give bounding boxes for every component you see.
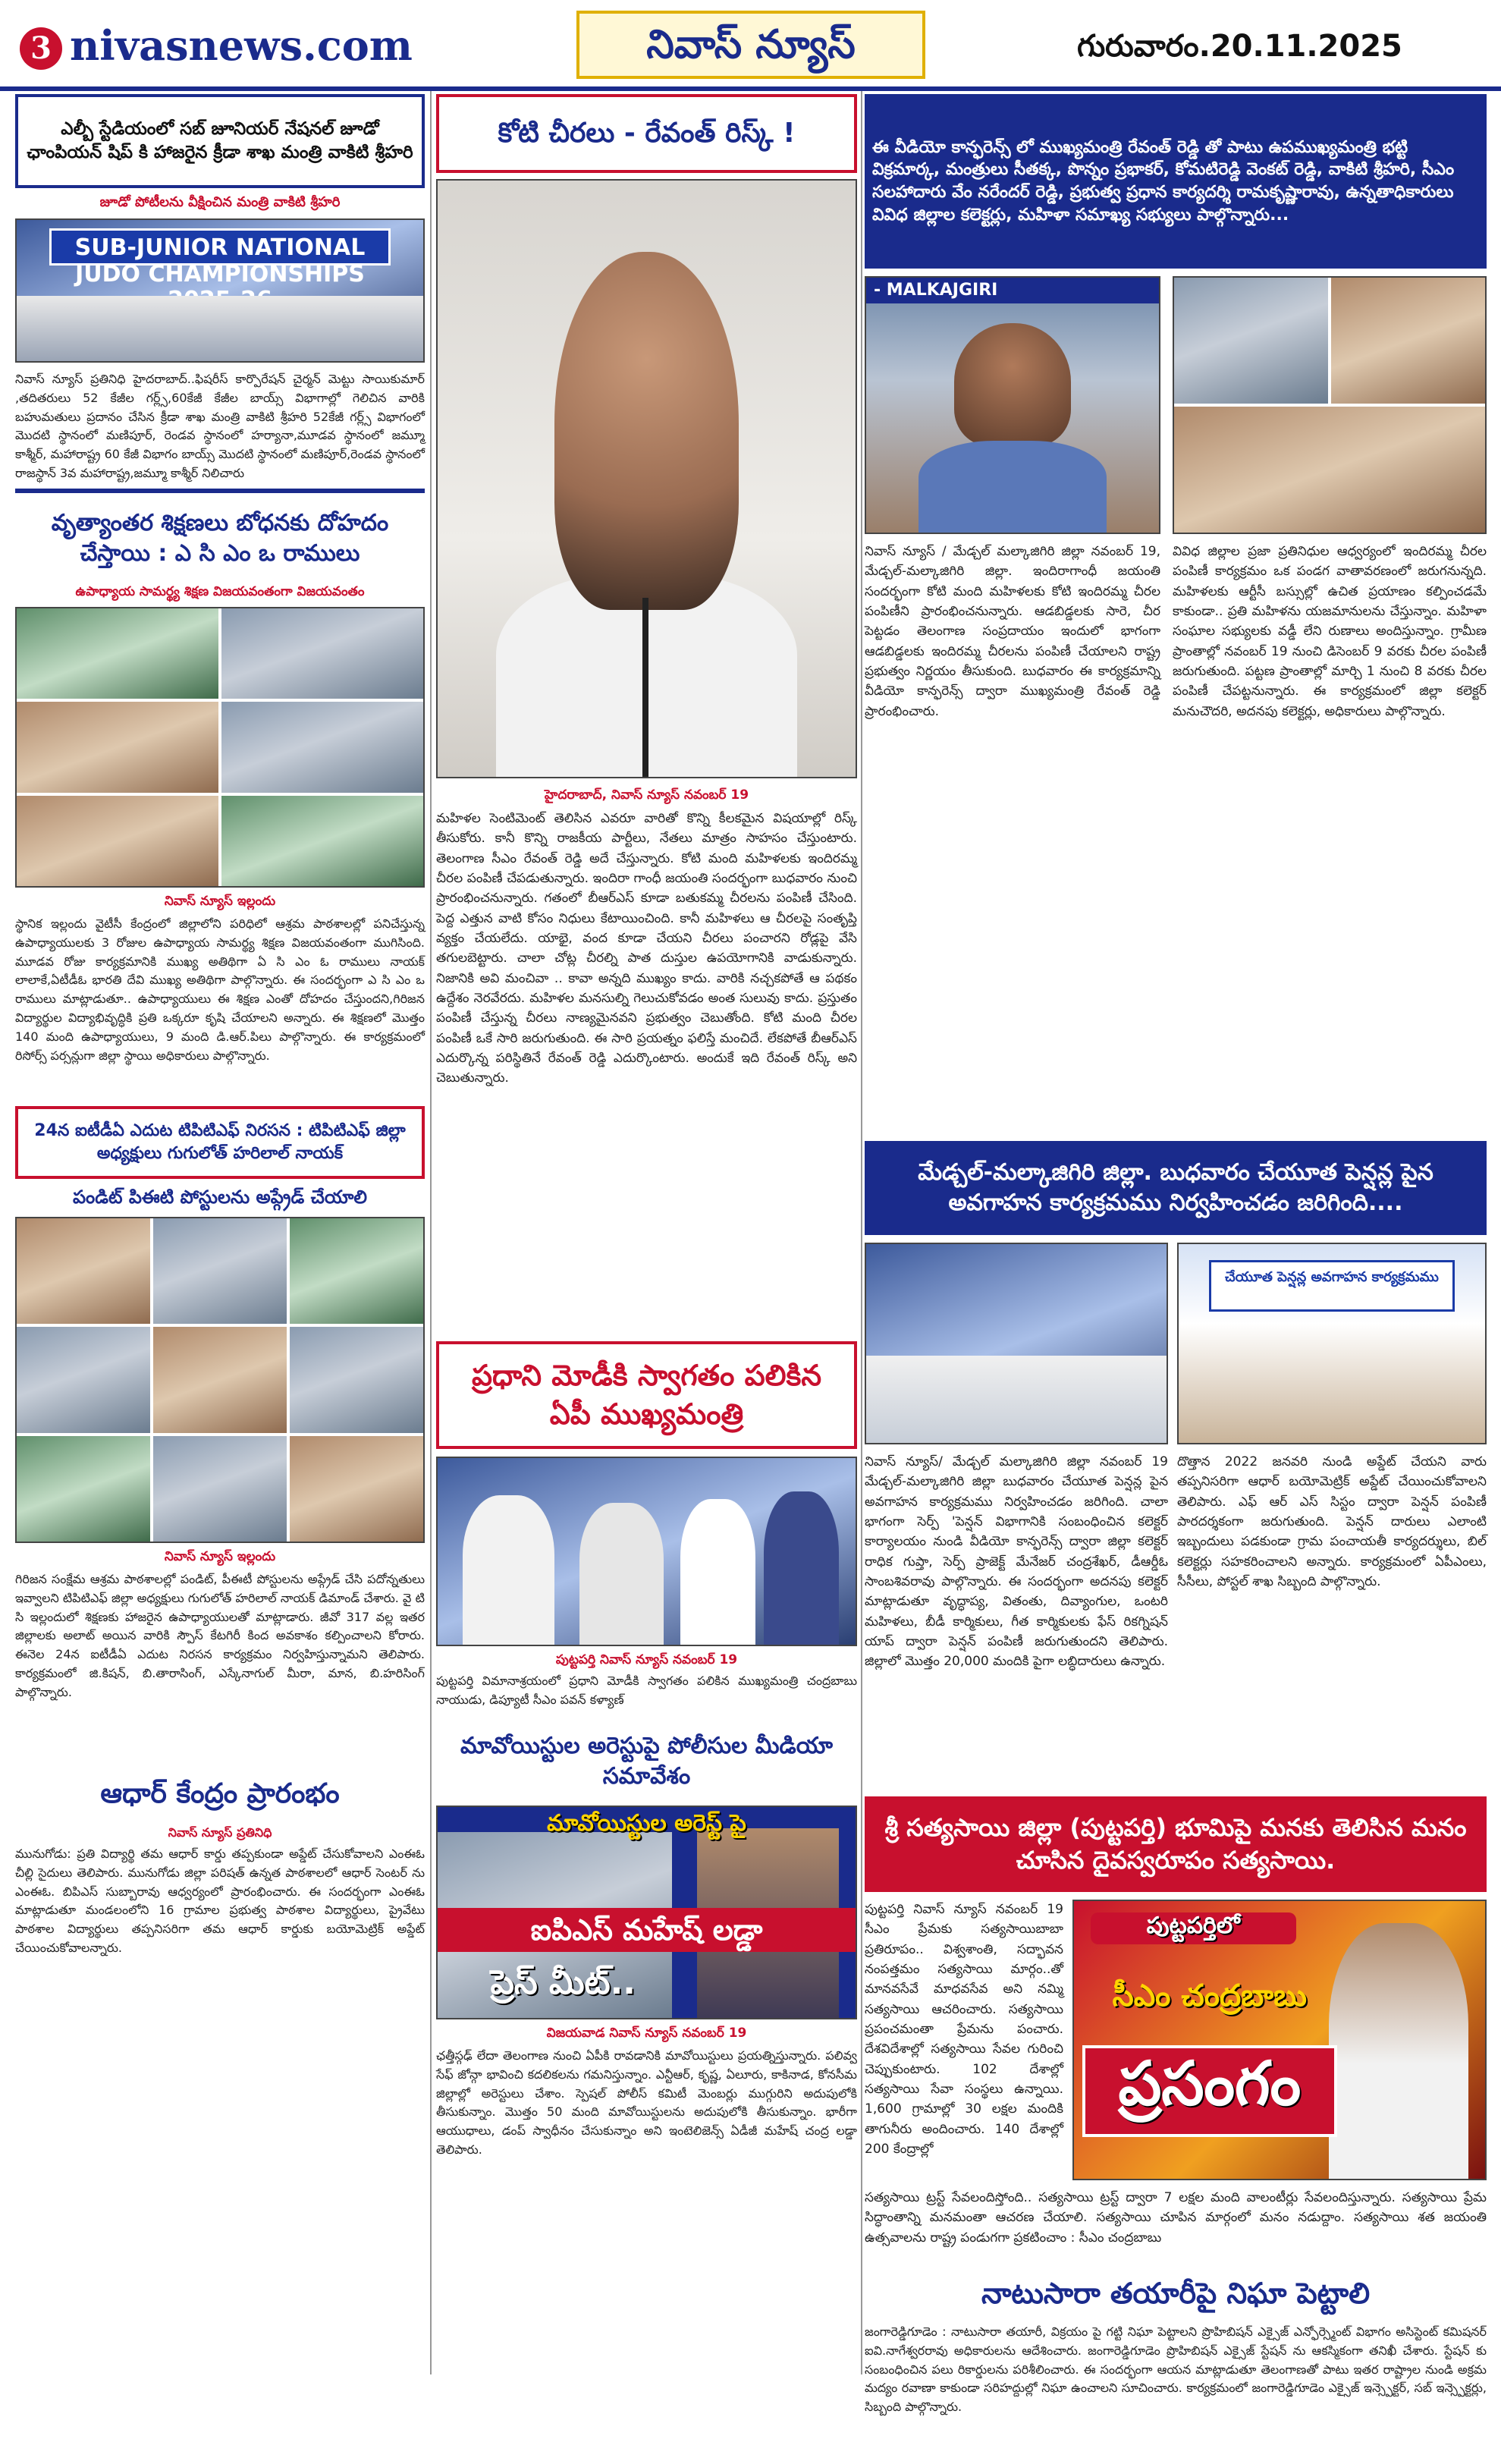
story-maoist-dateline: విజయవాడ నివాస్ న్యూస్ నవంబర్ 19 xyxy=(546,2026,747,2041)
story-judo-headline[interactable]: ఎల్బీ స్టేడియంలో సబ్ జూనియర్ నేషనల్ జూడో ఛాంపియన్ షిప్ కి హాజరైన క్రీడా శాఖ మంత్రి వాకిటి శ్రీహరి xyxy=(15,94,425,188)
pension-stage-photo xyxy=(1177,1243,1487,1444)
maoist-overlay-top: మావోయిస్టుల అరెస్ట్ పై xyxy=(547,1810,746,1837)
judo-banner-line1: SUB-JUNIOR NATIONAL xyxy=(74,234,366,262)
story-pension-body-left: నివాస్ న్యూస్/ మేడ్చల్ మల్కాజిగిరి జిల్లా నవంబర్ 19 మేడ్చల్-మల్కాజిగిరి జిల్లా బుధవారం చేయూత పెన్షన్ల పైన అవగాహన కార్యక్రమము నిర్వహించడం జరిగింది. చాలా భాగంగా సెర్ప్ 'పెన్షన్ విభాగానికి సంబంధించిన కలెక్టర్ కార్యాలయం నుండి వీడియో కాన్ఫరెన్స్ ద్వారా జిల్లా కలెక్టర్ రాధిక గుప్తా, సెర్ప్ ప్రాజెక్ట్ మేనేజర్ చంద్రశేఖర్, డీఆర్డీఓ సాంబశివరావు పాల్గొన్నారు. ఈ సందర్భంగా అదనపు కలెక్టర్ మాట్లాడుతూ వృద్ధాప్య, వితంతు, దివ్యాంగుల, ఒంటరి మహిళలు, బీడీ కార్మికులు, గీత కార్మికులకు ఫేస్ రికగ్నిషన్ యాప్ ద్వారా పెన్షన్ పంపిణీ జరుగుతుందని తెలిపారు. జిల్లాలో మొత్తం 20,000 మందికి పైగా లబ్ధిదారులు ఉన్నారు. xyxy=(865,1454,1168,1670)
story-judo-body: నివాస్ న్యూస్ ప్రతినిధి హైదరాబాద్..ఫిషరీస్ కార్పొరేషన్ చైర్మన్ మెట్టు సాయికుమార్ ,తదితరులు 52 కేజీల గర్ల్స్,60కేజీ కేజీల బాయ్స్ విభాగాల్లో గెలిచిన వారికి బహుమతులు ప్రదానం చేసిన క్రీడా శాఖ మంత్రి వాకిటి శ్రీహరి 52కేజీ గర్ల్స్ విభాగంలో మొదటి స్థానంలో మణిపూర్, రెండవ స్థానంలో హర్యానా,మూడవ స్థానంలో జమ్మూ కాశ్మీర్, మహారాష్ట్ర 60 కేజీ విభాగం బాయ్స్ మొదటి స్థానంలో మణిపూర్,రెండవ స్థానంలో రాజస్థాన్ 3వ మహారాష్ట్ర,జమ్మూ కాశ్మీర్ నిలిచారు xyxy=(15,372,425,480)
tptf-photo xyxy=(290,1436,423,1542)
cm-overlay-bottom: ప్రసంగం xyxy=(1082,2045,1337,2137)
story-training-caption: నివాస్ న్యూస్ ఇల్లందు xyxy=(164,894,276,909)
tptf-photo xyxy=(17,1327,150,1432)
story-modi-body: పుట్టపర్తి విమానాశ్రయంలో ప్రధాని మోడీకి స్వాగతం పలికిన ముఖ్యమంత్రి చంద్రబాబు నాయుడు, డిప్యూటీ సీఎం పవన్ కళ్యాణ్ xyxy=(436,1674,857,1707)
story-tptf-headline[interactable]: 24న ఐటీడీఏ ఎదుట టిపిటిఎఫ్ నిరసన : టిపిటిఎఫ్ జిల్లా అధ్యక్షులు గుగులోత్ హరిలాల్ నాయక్ xyxy=(15,1106,425,1179)
story-aadhaar-subhead: నివాస్ న్యూస్ ప్రతినిధి xyxy=(168,1825,272,1840)
story-tptf-caption: నివాస్ న్యూస్ ఇల్లందు xyxy=(164,1549,276,1564)
story-maoist-headline[interactable]: మావోయిస్టుల అరెస్టుపై పోలీసుల మీడియా సమావేశం xyxy=(436,1724,857,1799)
tptf-photo xyxy=(290,1218,423,1324)
judo-banner xyxy=(49,228,391,288)
training-photo xyxy=(17,608,218,699)
column-middle xyxy=(436,91,857,2374)
site-name[interactable]: nivasnews.com xyxy=(70,21,413,70)
tptf-photo xyxy=(153,1436,287,1542)
modi-welcome-photo xyxy=(436,1457,857,1646)
conference-photo xyxy=(1174,407,1485,533)
microphone-icon xyxy=(642,598,648,777)
story-sarees-body-right: వివిధ జిల్లాల ప్రజా ప్రతినిధుల ఆధ్వర్యంలో ఇందిరమ్మ చీరల పంపిణీ కార్యక్రమం ఒక పండగ వాతావరణంలో జరుగనున్నది. మహిళలకు ఆర్టీసీ బస్సుల్లో ఉచిత ప్రయాణం కల్పించడమే కాకుండా.. ప్రతి మహిళను యజమానులను చేస్తున్నాం. మహిళా సంఘాల సభ్యులకు వడ్డీ లేని రుణాలు అందిస్తున్నాం. గ్రామీణ ప్రాంతాల్లో నవంబర్ 19 నుంచి డిసెంబర్ 9 వరకు చీరల పంపిణీ జరుగుతుంది. పట్టణ ప్రాంతాల్లో మార్చి 1 నుంచి 8 వరకు చీరల పంపిణీ చేపట్టనున్నారు. ఈ కార్యక్రమంలో జిల్లా కలెక్టర్ మనుచౌదరి, అదనపు కలెక్టర్లు, అధికారులు పాల్గొన్నారు. xyxy=(1173,544,1487,719)
story-tptf-subhead: పండిట్ పిఈటి పోస్టులను అప్గ్రేడ్ చేయాలి xyxy=(72,1186,368,1208)
judo-banner-line2: JUDO CHAMPIONSHIPS xyxy=(75,260,365,288)
tptf-photo xyxy=(17,1218,150,1324)
story-sarees-body-left: నివాస్ న్యూస్ / మేడ్చల్ మల్కాజిగిరి జిల్లా నవంబర్ 19, మేడ్చల్-మల్కాజిగిరి జిల్లా. ఇందిరాగాంధీ జయంతి సందర్భంగా కోటి మంది మహిళలకు కోటి ఇందిరమ్మ చీరల పంపిణీని ప్రారంభించనున్నారు. ఆడబిడ్డలకు సారె, చీర పెట్టడం తెలంగాణ సంప్రదాయం ఇందులో భాగంగా ఆడబిడ్డలకు ఇందిరమ్మ చీరలను పంపిణీ చేయాలని రాష్ట్ర ప్రభుత్వం నిర్ణయం తీసుకుంది. బుధవారం ఈ కార్యక్రమాన్ని వీడియో కాన్ఫరెన్స్ ద్వారా ముఖ్యమంత్రి రేవంత్ రెడ్డి ప్రారంభించారు. xyxy=(865,544,1160,719)
conference-photo xyxy=(1331,278,1485,404)
issue-date: గురువారం.20.11.2025 xyxy=(1077,29,1402,64)
story-judo-subhead: జూడో పోటీలను వీక్షించిన మంత్రి వాకిటి శ్రీహరి xyxy=(99,194,341,210)
maoist-overlay-mid: ఐపిఎస్ మహేష్ లడ్డా xyxy=(438,1908,856,1952)
column-right xyxy=(865,91,1487,2415)
maoist-press-photo xyxy=(436,1806,857,2019)
story-tptf-body: గిరిజన సంక్షేమ ఆశ్రమ పాఠశాలల్లో పండిట్, పీఈటీ పోస్టులను అప్గ్రేడ్ చేసి పదోన్నతులు ఇవ్వాలని టిపిటిఎఫ్ జిల్లా అధ్యక్షులు గుగులోత్ హరిలాల్ నాయక్ డిమాండ్ చేశారు. వై టి సి ఇల్లందులో శిక్షణకు హాజరైన ఉపాధ్యాయులతో మాట్లాడారు. జీవో 317 వల్ల ఇతర జిల్లాలకు అలాట్ అయిన వారికి స్పౌస్ కేటగిరీ కింద అవకాశం కల్పించాలని కోరారు. ఈనెల 24న ఐటీడీఏ ఎదుట నిరసన కార్యక్రమం నిర్వహిస్తున్నామని తెలిపారు. కార్యక్రమంలో జి.కిషన్, బి.తారాసింగ్, ఎస్కేనాగుల్ మీరా, మాన, బి.హరిసింగ్ పాల్గొన్నారు. xyxy=(15,1572,425,1699)
training-photo xyxy=(221,702,423,792)
story-sathyasai-body-bottom: సత్యసాయి ట్రస్ట్ సేవలందిస్తోంది.. సత్యసాయి ట్రస్ట్ ద్వారా 7 లక్షల మంది వాలంటీర్లు సేవలందిస్తున్నారు. సత్యసాయి ప్రేమ సిద్ధాంతాన్ని మనమంతా ఆచరణ చేయాలి. సత్యసాయి చూపిన మార్గంలో మనం నడుద్దాం. సత్యసాయి శత జయంతి ఉత్సవాలను రాష్ట్ర పండుగగా ప్రకటించాం : సీఎం చంద్రబాబు xyxy=(865,2190,1487,2246)
pension-stage-banner: చేయూత పెన్షన్ల అవగాహన కార్యక్రమము xyxy=(1209,1260,1454,1312)
video-conference-photo-grid xyxy=(1173,276,1487,534)
story-aadhaar-headline[interactable]: ఆధార్ కేంద్రం ప్రారంభం xyxy=(15,1768,425,1821)
training-photo xyxy=(17,702,218,792)
section-rule xyxy=(15,489,425,493)
story-modi-headline[interactable]: ప్రధాని మోడీకి స్వాగతం పలికిన ఏపీ ముఖ్యమంత్రి xyxy=(436,1341,857,1449)
lead-story-body: మహిళల సెంటిమెంట్ తెలిసిన ఎవరూ వారితో కొన్ని కీలకమైన విషయాల్లో రిస్క్ తీసుకోరు. కానీ కొన్ని రాజకీయ పార్టీలు, నేతలు మాత్రం సాహసం చేస్తుంటారు. తెలంగాణ సీఎం రేవంత్ రెడ్డి అదే చేస్తున్నారు. కోటి మంది మహిళలకు ఇందిరమ్మ చీరల పంపిణీ చేపడుతున్నారు. ఇందిరా గాంధీ జయంతి సందర్భంగా బుధవారం నుంచి ప్రారంభించనున్నారు. గతంలో బీఆర్ఎస్ కూడా బతుకమ్మ చీరలను పంపిణీ చేసింది. పెద్ద ఎత్తున వాటి కోసం నిధులు కేటాయించింది. కానీ మహిళలు ఆ చీరలపై సంతృప్తి వ్యక్తం చేయలేదు. యాభై, వంద కూడా చేయని చీరలు పంచారని రోడ్లపై వేసి తగులబెట్టారు. చాలా చోట్ల చీరల్ని పాత దుస్తుల ఉపయోగానికి వాడుకున్నారు. నిజానికి అవి మంచివా .. కావా అన్నది ముఖ్యం కాదు. వారికి నచ్చకపోతే ఆ పథకం ఉద్దేశం నెరవేరదు. మహిళల మనసుల్ని గెలుచుకోవడం అంత సులువు కాదు. ప్రస్తుతం పంపిణీ చేస్తున్న చీరలు నాణ్యమైనవని ప్రభుత్వం చెబుతోంది. కోటి మంది చీరల పంపిణీ ఒకే సారి జరుగుతుంది. ఈ సారి ప్రయత్నం ఫలిస్తే మంచిదే. లేకపోతే బీఆర్ఎస్ ఎదుర్కొన్న పరిస్థితినే రేవంత్ రెడ్డి ఎదుర్కొంటారు. అందుకే ఇది రేవంత్ రిస్క్ అని చెబుతున్నారు. xyxy=(436,811,857,1086)
story-pension-body-right: దొత్తాన 2022 జనవరి నుండి అప్డేట్ చేయని వారు తప్పనిసరిగా ఆధార్ బయోమెట్రిక్ అప్డేట్ చేయించుకోవాలని తెలిపారు. ఎఫ్ ఆర్ ఎస్ సిస్టం ద్వారా పెన్షన్ పంపిణీ పారదర్శకంగా జరుగుతుంది. పెన్షన్ దారులు ఎలాంటి ఇబ్బందులు పడకుండా గ్రామ పంచాయతీ కార్యదర్శులు, బిల్ కలెక్టర్లు సహకరించాలని అన్నారు. కార్యక్రమంలో ఏపీఎంలు, సీసీలు, పోస్టల్ శాఖ సిబ్బంది పాల్గొన్నారు. xyxy=(1177,1454,1487,1590)
tptf-photo xyxy=(290,1327,423,1432)
training-photo xyxy=(17,796,218,886)
story-arrack-headline[interactable]: నాటుసారా తయారీపై నిఘా పెట్టాలి xyxy=(865,2270,1487,2318)
column-left xyxy=(15,91,425,2374)
masthead xyxy=(0,0,1501,91)
collector-photo xyxy=(865,276,1160,534)
training-photo xyxy=(221,796,423,886)
story-maoist-body: ఛత్తీస్గఢ్ లేదా తెలంగాణ నుంచి ఏపీకి రావడానికి మావోయిస్టులు ప్రయత్నిస్తున్నారు. పలివ్వ సేఫ్ జోన్గా భావించి కదలికలను గమనిస్తున్నాం. ఎన్టీఆర్, కృష్ణ, ఏలూరు, కాకినాడ, కోనసీమ జిల్లాల్లో అరెస్టులు చేశాం. స్పెషల్ పోలీస్ కమిటీ మెంబర్లు ముగ్గురిని అదుపులోకి తీసుకున్నాం. మొత్తం 50 మంది మావోయిస్టులను అదుపులోకి తీసుకున్నాం. భారీగా ఆయుధాలు, డంప్ స్వాధీనం చేసుకున్నాం అని ఇంటెలిజెన్స్ ఏడీజీ మహేష్ చంద్ర లడ్డా తెలిపారు. xyxy=(436,2048,857,2157)
story-aadhaar-body: మునుగోడు: ప్రతి విద్యార్థి తమ ఆధార్ కార్డు తప్పకుండా అప్డేట్ చేసుకోవాలని ఎంఈఓ చీల్లి సైదులు తెలిపారు. మునుగోడు జిల్లా పరిషత్ ఉన్నత పాఠశాలలో ఆధార్ సెంటర్ ను ఎంఈఓ. బిపిఎస్ సుబ్బారావు ఆధ్వర్యంలో ప్రారంభించారు. ఈ సందర్భంగా ఎంఈఓ మాట్లాడుతూ మండలంలోని 16 గ్రామాల ప్రభుత్వ పాఠశాల విద్యార్థులు, ప్రైవేటు పాఠశాల విద్యార్థులు తప్పనిసరిగా తమ ఆధార్ కార్డుకు బయోమెట్రిక్ అప్డేట్ చేయించుకోవాలన్నారు. xyxy=(15,1846,425,1955)
maoist-overlay-bottom: ప్రెస్ మీట్.. xyxy=(490,1963,636,2002)
paper-title: నివాస్ న్యూస్ xyxy=(576,11,925,79)
lead-dateline: హైదరాబాద్, నివాస్ న్యూస్ నవంబర్ 19 xyxy=(544,787,749,803)
column-divider xyxy=(430,91,432,2374)
story-sarees-headline[interactable]: ఈ వీడియో కాన్ఫరెన్స్ లో ముఖ్యమంత్రి రేవంత్ రెడ్డి తో పాటు ఉపముఖ్యమంత్రి భట్టి విక్రమార్క, మంత్రులు సీతక్క, పొన్నం ప్రభాకర్, కోమటిరెడ్డి వెంకట్ రెడ్డి, వాకిటి శ్రీహరి, సీఎం సలహాదారు వేం నరేందర్ రెడ్డి, ప్రభుత్వ ప్రధాన కార్యదర్శి రామకృష్ణారావు, ఉన్నతాధికారులు వివిధ జిల్లాల కలెక్టర్లు, మహిళా సమాఖ్య సభ్యులు పాల్గొన్నారు... xyxy=(865,94,1487,269)
cm-overlay-mid: సీఎం చంద్రబాబు xyxy=(1112,1978,1308,2014)
lead-story-headline[interactable]: కోటి చీరలు - రేవంత్ రిస్క్ ! xyxy=(436,94,857,173)
tptf-photo xyxy=(17,1436,150,1542)
training-photo xyxy=(221,608,423,699)
story-pension-headline[interactable]: మేడ్చల్-మల్కాజిగిరి జిల్లా. బుధవారం చేయూత పెన్షన్ల పైన అవగాహన కార్యక్రమము నిర్వహించడం జరిగింది.... xyxy=(865,1141,1487,1235)
cm-speech-photo xyxy=(1072,1900,1487,2180)
tptf-photo-grid xyxy=(15,1217,425,1543)
column-divider xyxy=(861,91,862,2374)
malkajgiri-sign: - MALKAJGIRI xyxy=(866,278,1159,303)
tptf-photo xyxy=(153,1218,287,1324)
story-training-body: స్థానిక ఇల్లందు వైటీసీ కేంద్రంలో జిల్లాలోని పరిధిలో ఆశ్రమ పాఠశాలల్లో పనిచేస్తున్న ఉపాధ్యాయులకు 3 రోజుల ఉపాధ్యాయ సామర్థ్య శిక్షణ విజయవంతంగా ముగిసింది. మూడవ రోజు కార్యక్రమానికి ముఖ్య అతిథిగా ఏ సి ఎం ఓ రాములు నాయక్ లాలాకే,ఏటీడీఓ భారతి దేవి ముఖ్య అతిథిగా పాల్గొన్నారు. ఈ సందర్భంగా ఎ సి ఎం ఒ రాములు మాట్లాడుతూ.. ఉపాధ్యాయులు ఈ శిక్షణ ఎంతో దోహదం చేస్తుందని,గిరిజన విద్యార్థుల విద్యాభివృద్ధికి ప్రతి ఒక్కరూ కృషి చేయాలని అన్నారు. ఈ శిక్షణలో మొత్తం 140 మంది ఉపాధ్యాయులు, 9 మంది డి.ఆర్.పిలు పాల్గొన్నారు. ఈ కార్యక్రమంలో రిసోర్స్ పర్సన్లుగా జిల్లా స్థాయి అధికారులు పాల్గొన్నారు. xyxy=(15,916,425,1063)
portrait-face xyxy=(554,252,738,610)
conference-photo xyxy=(1174,278,1328,404)
story-training-headline[interactable]: వృత్యాంతర శిక్షణలు బోధనకు దోహదం చేస్తాయి : ఎ సి ఎం ఒ రాములు xyxy=(15,499,425,578)
training-photo-grid xyxy=(15,607,425,888)
story-arrack-body: జంగారెడ్డిగూడెం : నాటుసారా తయారీ, విక్రయం పై గట్టి నిఘా పెట్టాలని ప్రొహిబిషన్ ఎక్సైజ్ ఎన్ఫోర్స్మెంట్ విభాగం అసిస్టెంట్ కమిషనర్ ఐవి.నాగేశ్వరరావు అధికారులను ఆదేశించారు. జంగారెడ్డిగూడెం ప్రొహిబిషన్ ఎక్సైజ్ స్టేషన్ ను ఆకస్మికంగా తనిఖీ చేశారు. స్టేషన్ కు సంబంధించిన పలు రికార్డులను పరిశీలించారు. ఈ సందర్భంగా ఆయన మాట్లాడుతూ తెలంగాణతో పాటు ఇతర రాష్ట్రాల నుండి అక్రమ మద్యం రవాణా కాకుండా సరిహద్దుల్లో నిఘా ఉంచాలని సూచించారు. కార్యక్రమంలో జంగారెడ్డిగూడెం ఎక్సైజ్ ఇన్స్పెక్టర్, సబ్ ఇన్స్పెక్టర్లు, సిబ్బంది పాల్గొన్నారు. xyxy=(865,2324,1487,2415)
story-sathyasai-body-left: పుట్టపర్తి నివాస్ న్యూస్ నవంబర్ 19 సీఎం ప్రేమకు సత్యసాయిబాబా ప్రతిరూపం.. విశ్వశాంతి, సద్భావన నంపత్తమం సత్యసాయి మార్గం..తో మానవసేవే మాధవసేవ అని నమ్మి సత్యసాయి ఆచరించారు. సత్యసాయి ప్రపంచమంతా ప్రేమను పంచారు. దేశవిదేశాల్లో సత్యసాయి సేవల గురించి చెప్పుకుంటారు. 102 దేశాల్లో సత్యసాయి సేవా సంస్థలు ఉన్నాయి. 1,600 గ్రామాల్లో 30 లక్షల మందికి తాగునీరు అందించారు. 140 దేశాల్లో 200 కేంద్రాల్లో xyxy=(865,1902,1063,2158)
story-modi-dateline: పుట్టపర్తి నివాస్ న్యూస్ నవంబర్ 19 xyxy=(555,1652,738,1667)
page-number-badge: 3 xyxy=(20,27,62,70)
story-sathyasai-headline[interactable]: శ్రీ సత్యసాయి జిల్లా (పుట్టపర్తి) భూమిపై మనకు తెలిసిన మనం చూసిన దైవస్వరూపం సత్యసాయి. xyxy=(865,1796,1487,1892)
story-training-subhead: ఉపాధ్యాయ సామర్థ్య శిక్షణ విజయవంతంగా విజయవంతం xyxy=(75,584,365,599)
cm-overlay-top: పుట్టపర్తిలో xyxy=(1091,1912,1296,1944)
tptf-photo xyxy=(153,1327,287,1432)
lead-portrait-photo xyxy=(436,179,857,778)
judo-event-photo xyxy=(15,218,425,363)
pension-meeting-photo xyxy=(865,1243,1168,1444)
